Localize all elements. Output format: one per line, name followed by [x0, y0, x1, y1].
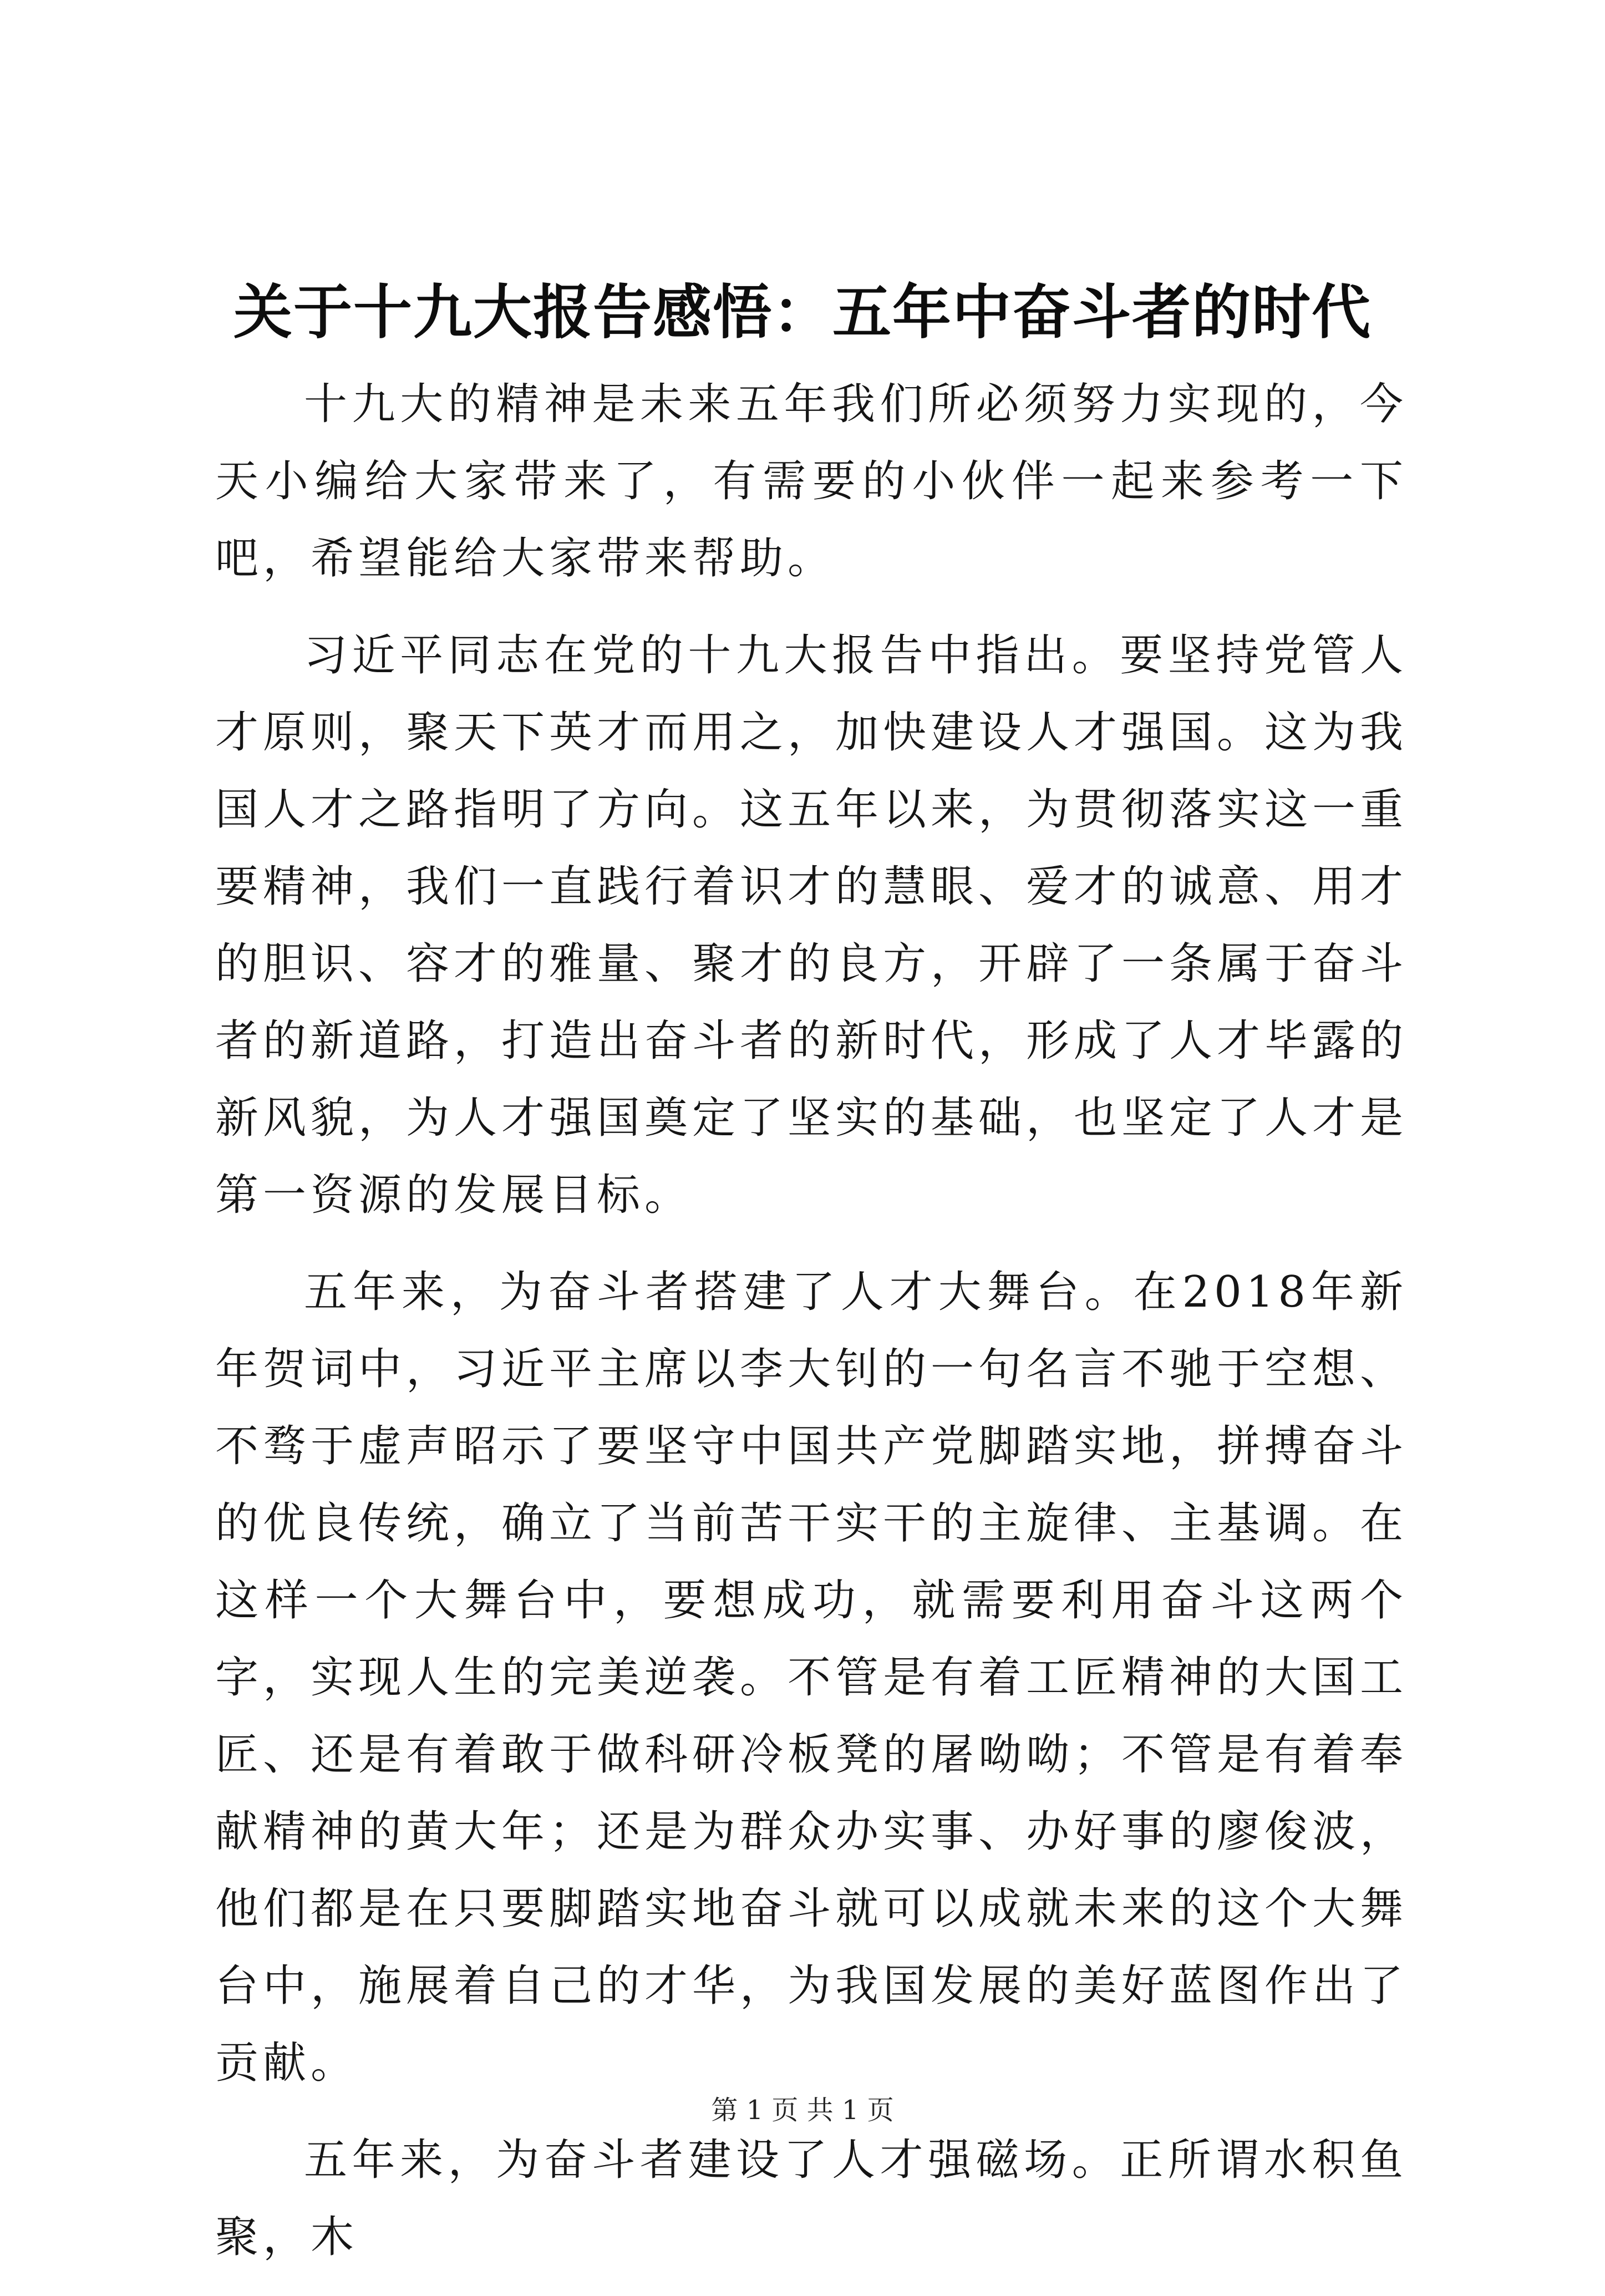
document-body [215, 366, 1408, 2296]
paragraph-talent-magnet: 五年来，为奋斗者建设了人才强磁场。正所谓水积鱼聚，木 [215, 2135, 1408, 2262]
paragraph-talent-principle: 习近平同志在党的十九大报告中指出。要坚持党管人才原则，聚天下英才而用之，加快建设人才强国。这为我国人才之路指明了方向。这五年以来，为贯彻落实这一重要精神，我们一直践行着识才的慧眼、爱才的诚意、用才的胆识、容才的雅量、聚才的良方，开辟了一条属于奋斗者的新道路，打造出奋斗者的新时代，形成了人才毕露的新风貌，为人才强国奠定了坚实的基础，也坚定了人才是第一资源的发展目标。 [215, 631, 1408, 1220]
document-title: 关于十九大报告感悟：五年中奋斗者的时代 [233, 277, 1372, 347]
page-footer: 第 1 页 共 1 页 [711, 2095, 894, 2126]
paragraph-talent-stage: 五年来，为奋斗者搭建了人才大舞台。在2018年新年贺词中，习近平主席以李大钊的一句名言不驰于空想、不骛于虚声昭示了要坚守中国共产党脚踏实地，拼搏奋斗的优良传统，确立了当前苦干实干的主旋律、主基调。在这样一个大舞台中，要想成功，就需要利用奋斗这两个字，实现人生的完美逆袭。不管是有着工匠精神的大国工匠、还是有着敢于做科研冷板凳的屠呦呦；不管是有着奉献精神的黄大年；还是为群众办实事、办好事的廖俊波，他们都是在只要脚踏实地奋斗就可以成就未来的这个大舞台中，施展着自己的才华，为我国发展的美好蓝图作出了贡献。 [215, 1267, 1408, 2088]
paragraph-intro: 十九大的精神是未来五年我们所必须努力实现的，今天小编给大家带来了，有需要的小伙伴一起来参考一下吧，希望能给大家带来帮助。 [215, 379, 1408, 583]
